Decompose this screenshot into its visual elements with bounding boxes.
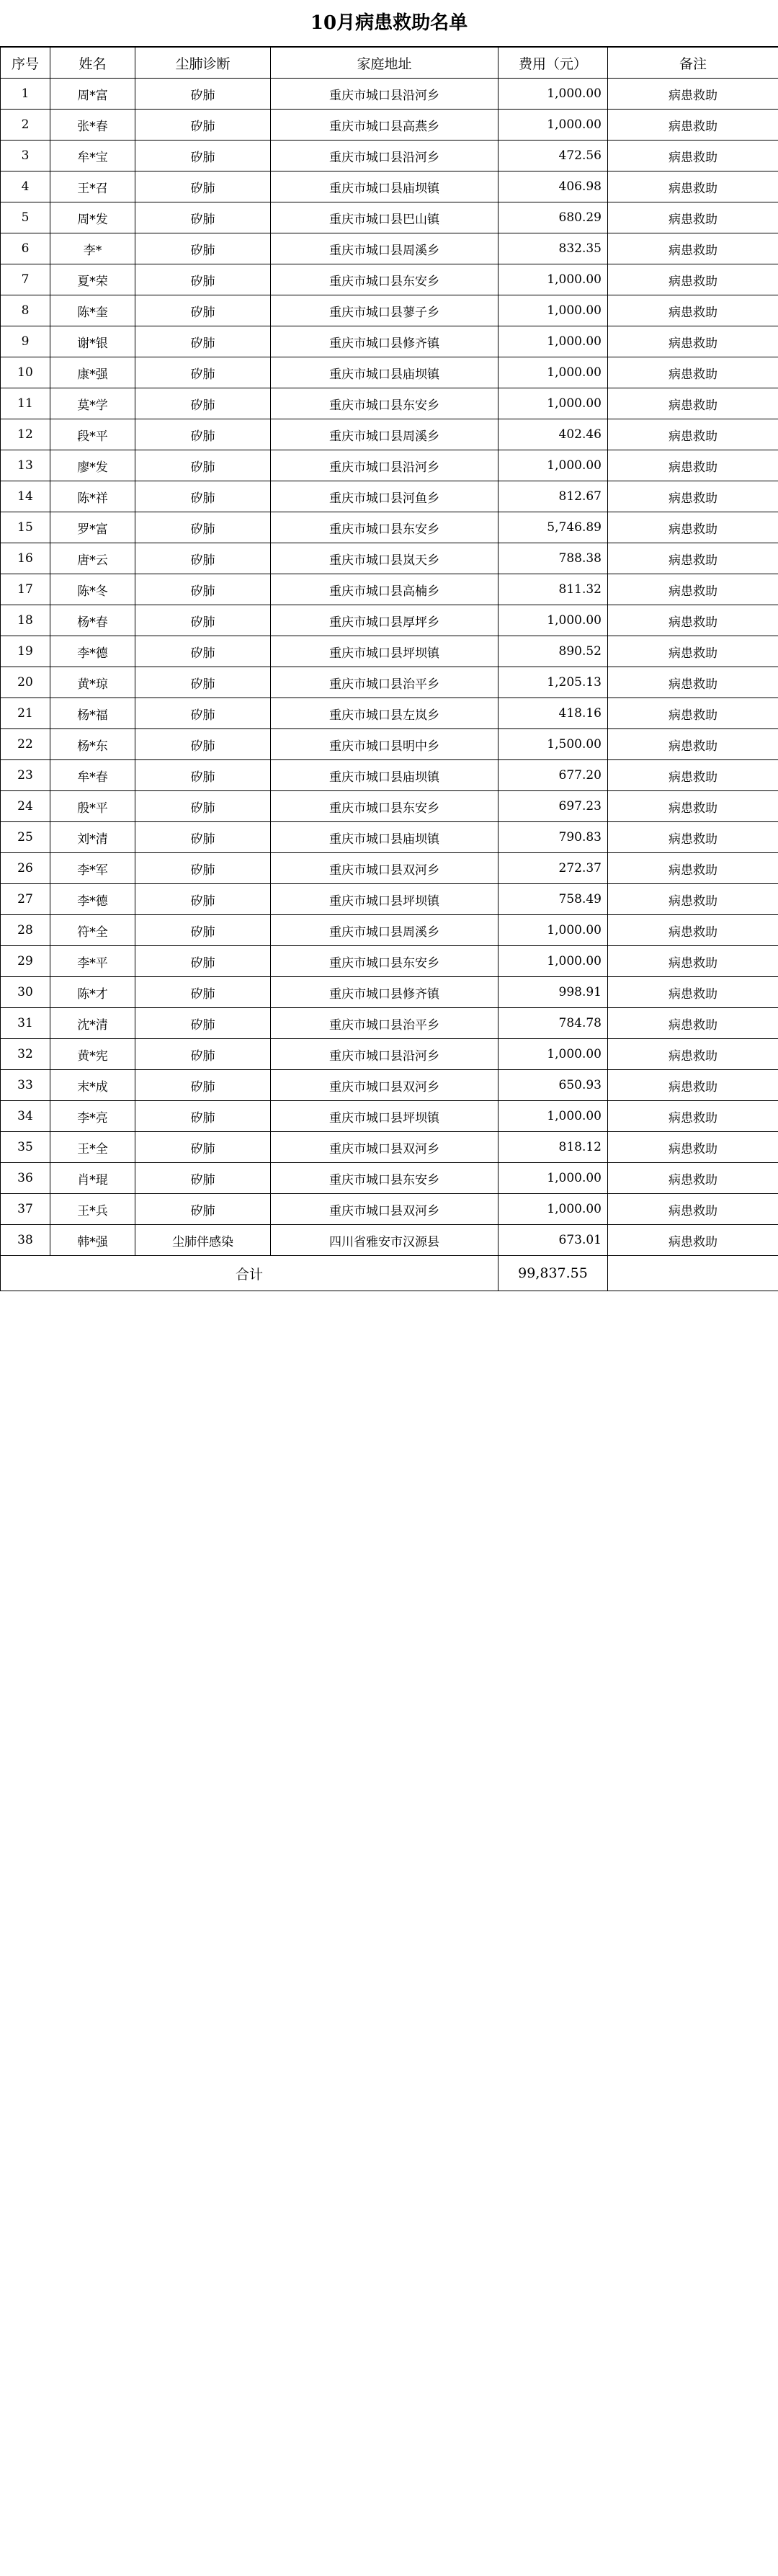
cell-name: 王*召 [50,171,135,202]
cell-note: 病患救助 [608,512,778,543]
cell-diagnosis: 矽肺 [135,481,271,512]
cell-index: 12 [1,419,50,450]
table-row [1,233,778,264]
cell-address: 重庆市城口县庙坝镇 [271,760,498,791]
sheet-title: 10月病患救助名单 [0,0,778,47]
table-body [1,79,778,1256]
table-row [1,1163,778,1194]
cell-amount: 1,000.00 [498,264,608,295]
cell-note: 病患救助 [608,202,778,233]
cell-diagnosis: 矽肺 [135,1163,271,1194]
cell-diagnosis: 矽肺 [135,1101,271,1132]
cell-address: 重庆市城口县修齐镇 [271,326,498,357]
cell-amount: 1,000.00 [498,605,608,636]
cell-name: 罗*富 [50,512,135,543]
cell-index: 6 [1,233,50,264]
cell-diagnosis: 矽肺 [135,326,271,357]
cell-note: 病患救助 [608,1101,778,1132]
table-row [1,884,778,915]
cell-amount: 758.49 [498,884,608,915]
cell-address: 重庆市城口县修齐镇 [271,977,498,1008]
cell-name: 韩*强 [50,1225,135,1256]
table-row [1,822,778,853]
table-row [1,853,778,884]
cell-amount: 788.38 [498,543,608,574]
cell-address: 重庆市城口县双河乡 [271,853,498,884]
table-row [1,791,778,822]
table-row [1,202,778,233]
cell-note: 病患救助 [608,357,778,388]
header-address: 家庭地址 [271,48,498,79]
cell-amount: 1,500.00 [498,729,608,760]
cell-index: 19 [1,636,50,667]
cell-name: 王*全 [50,1132,135,1163]
cell-diagnosis: 矽肺 [135,636,271,667]
cell-address: 重庆市城口县沿河乡 [271,141,498,171]
cell-name: 刘*清 [50,822,135,853]
total-label: 合计 [1,1256,498,1291]
table-row [1,1008,778,1039]
cell-amount: 697.23 [498,791,608,822]
cell-amount: 1,000.00 [498,1163,608,1194]
cell-diagnosis: 矽肺 [135,1039,271,1070]
cell-address: 重庆市城口县厚坪乡 [271,605,498,636]
cell-address: 重庆市城口县高楠乡 [271,574,498,605]
cell-diagnosis: 矽肺 [135,357,271,388]
cell-address: 重庆市城口县高燕乡 [271,110,498,141]
cell-name: 黄*宪 [50,1039,135,1070]
cell-diagnosis: 矽肺 [135,79,271,110]
table-row [1,450,778,481]
cell-index: 2 [1,110,50,141]
cell-index: 17 [1,574,50,605]
cell-amount: 1,000.00 [498,388,608,419]
cell-diagnosis: 矽肺 [135,667,271,698]
table-row [1,110,778,141]
table-row [1,1225,778,1256]
cell-amount: 812.67 [498,481,608,512]
cell-amount: 1,000.00 [498,450,608,481]
cell-name: 周*发 [50,202,135,233]
cell-name: 周*富 [50,79,135,110]
cell-amount: 784.78 [498,1008,608,1039]
cell-address: 重庆市城口县治平乡 [271,667,498,698]
cell-address: 重庆市城口县双河乡 [271,1132,498,1163]
cell-index: 10 [1,357,50,388]
header-name: 姓名 [50,48,135,79]
cell-diagnosis: 矽肺 [135,822,271,853]
cell-note: 病患救助 [608,605,778,636]
cell-amount: 998.91 [498,977,608,1008]
cell-diagnosis: 矽肺 [135,946,271,977]
header-note: 备注 [608,48,778,79]
relief-table [0,47,778,1291]
cell-note: 病患救助 [608,264,778,295]
cell-note: 病患救助 [608,388,778,419]
cell-address: 重庆市城口县周溪乡 [271,915,498,946]
cell-note: 病患救助 [608,419,778,450]
table-row [1,574,778,605]
table-row [1,1070,778,1101]
cell-name: 陈*奎 [50,295,135,326]
cell-index: 8 [1,295,50,326]
cell-name: 牟*宝 [50,141,135,171]
cell-address: 重庆市城口县沿河乡 [271,1039,498,1070]
table-row [1,141,778,171]
cell-address: 重庆市城口县双河乡 [271,1070,498,1101]
cell-note: 病患救助 [608,853,778,884]
cell-note: 病患救助 [608,760,778,791]
cell-diagnosis: 矽肺 [135,853,271,884]
cell-address: 重庆市城口县东安乡 [271,946,498,977]
cell-note: 病患救助 [608,636,778,667]
cell-index: 33 [1,1070,50,1101]
cell-note: 病患救助 [608,791,778,822]
cell-index: 28 [1,915,50,946]
cell-name: 陈*冬 [50,574,135,605]
cell-amount: 677.20 [498,760,608,791]
table-row [1,357,778,388]
cell-name: 廖*发 [50,450,135,481]
cell-name: 李*德 [50,636,135,667]
cell-note: 病患救助 [608,884,778,915]
cell-name: 谢*银 [50,326,135,357]
cell-address: 重庆市城口县坪坝镇 [271,1101,498,1132]
table-row [1,636,778,667]
cell-diagnosis: 矽肺 [135,264,271,295]
cell-diagnosis: 矽肺 [135,1194,271,1225]
cell-name: 李*平 [50,946,135,977]
table-row [1,543,778,574]
cell-diagnosis: 矽肺 [135,543,271,574]
cell-index: 31 [1,1008,50,1039]
cell-name: 符*全 [50,915,135,946]
cell-note: 病患救助 [608,1008,778,1039]
cell-index: 18 [1,605,50,636]
cell-address: 重庆市城口县坪坝镇 [271,884,498,915]
cell-address: 重庆市城口县东安乡 [271,512,498,543]
cell-index: 4 [1,171,50,202]
header-row [1,48,778,79]
cell-name: 李*德 [50,884,135,915]
cell-diagnosis: 矽肺 [135,605,271,636]
cell-index: 30 [1,977,50,1008]
cell-note: 病患救助 [608,543,778,574]
cell-amount: 818.12 [498,1132,608,1163]
cell-diagnosis: 矽肺 [135,419,271,450]
header-amount: 费用（元） [498,48,608,79]
cell-address: 重庆市城口县左岚乡 [271,698,498,729]
cell-note: 病患救助 [608,233,778,264]
cell-index: 15 [1,512,50,543]
cell-amount: 1,000.00 [498,295,608,326]
cell-name: 陈*才 [50,977,135,1008]
cell-index: 38 [1,1225,50,1256]
cell-index: 1 [1,79,50,110]
cell-amount: 790.83 [498,822,608,853]
cell-amount: 1,000.00 [498,1039,608,1070]
cell-name: 唐*云 [50,543,135,574]
cell-address: 重庆市城口县周溪乡 [271,419,498,450]
cell-index: 23 [1,760,50,791]
cell-index: 37 [1,1194,50,1225]
cell-name: 肖*琨 [50,1163,135,1194]
cell-note: 病患救助 [608,1070,778,1101]
cell-name: 牟*春 [50,760,135,791]
cell-note: 病患救助 [608,481,778,512]
cell-index: 9 [1,326,50,357]
cell-diagnosis: 矽肺 [135,202,271,233]
cell-index: 36 [1,1163,50,1194]
cell-diagnosis: 矽肺 [135,171,271,202]
table-row [1,1194,778,1225]
cell-address: 重庆市城口县双河乡 [271,1194,498,1225]
table-row [1,760,778,791]
cell-diagnosis: 矽肺 [135,512,271,543]
cell-name: 张*春 [50,110,135,141]
cell-name: 王*兵 [50,1194,135,1225]
table-row [1,512,778,543]
cell-name: 沈*清 [50,1008,135,1039]
total-note [608,1256,778,1291]
cell-note: 病患救助 [608,822,778,853]
cell-address: 重庆市城口县沿河乡 [271,79,498,110]
cell-name: 杨*春 [50,605,135,636]
cell-index: 26 [1,853,50,884]
cell-address: 重庆市城口县东安乡 [271,264,498,295]
cell-diagnosis: 矽肺 [135,977,271,1008]
cell-index: 14 [1,481,50,512]
cell-index: 21 [1,698,50,729]
cell-diagnosis: 矽肺 [135,141,271,171]
cell-diagnosis: 矽肺 [135,915,271,946]
cell-diagnosis: 矽肺 [135,1132,271,1163]
cell-name: 夏*荣 [50,264,135,295]
table-row [1,388,778,419]
total-amount: 99,837.55 [498,1256,608,1291]
cell-note: 病患救助 [608,1132,778,1163]
cell-note: 病患救助 [608,110,778,141]
cell-amount: 418.16 [498,698,608,729]
cell-note: 病患救助 [608,1194,778,1225]
table-row [1,915,778,946]
cell-name: 康*强 [50,357,135,388]
cell-diagnosis: 矽肺 [135,791,271,822]
cell-note: 病患救助 [608,946,778,977]
cell-note: 病患救助 [608,450,778,481]
cell-index: 20 [1,667,50,698]
cell-name: 杨*东 [50,729,135,760]
cell-amount: 811.32 [498,574,608,605]
cell-amount: 832.35 [498,233,608,264]
cell-amount: 406.98 [498,171,608,202]
table-row [1,698,778,729]
cell-diagnosis: 矽肺 [135,388,271,419]
cell-note: 病患救助 [608,141,778,171]
cell-name: 李* [50,233,135,264]
cell-amount: 1,000.00 [498,1194,608,1225]
header-index: 序号 [1,48,50,79]
cell-diagnosis: 尘肺伴感染 [135,1225,271,1256]
cell-note: 病患救助 [608,1225,778,1256]
cell-address: 重庆市城口县坪坝镇 [271,636,498,667]
cell-diagnosis: 矽肺 [135,574,271,605]
cell-diagnosis: 矽肺 [135,110,271,141]
cell-index: 5 [1,202,50,233]
cell-name: 李*军 [50,853,135,884]
cell-index: 11 [1,388,50,419]
cell-amount: 680.29 [498,202,608,233]
cell-name: 殷*平 [50,791,135,822]
cell-index: 13 [1,450,50,481]
cell-diagnosis: 矽肺 [135,729,271,760]
cell-amount: 272.37 [498,853,608,884]
cell-note: 病患救助 [608,295,778,326]
cell-amount: 1,000.00 [498,79,608,110]
cell-amount: 5,746.89 [498,512,608,543]
cell-note: 病患救助 [608,1163,778,1194]
cell-note: 病患救助 [608,667,778,698]
cell-address: 四川省雅安市汉源县 [271,1225,498,1256]
cell-note: 病患救助 [608,326,778,357]
cell-index: 16 [1,543,50,574]
cell-note: 病患救助 [608,171,778,202]
cell-amount: 1,205.13 [498,667,608,698]
cell-amount: 650.93 [498,1070,608,1101]
table-row [1,1101,778,1132]
cell-address: 重庆市城口县庙坝镇 [271,357,498,388]
cell-amount: 1,000.00 [498,915,608,946]
cell-index: 7 [1,264,50,295]
cell-amount: 1,000.00 [498,326,608,357]
cell-name: 李*亮 [50,1101,135,1132]
cell-diagnosis: 矽肺 [135,450,271,481]
table-row [1,667,778,698]
cell-name: 莫*学 [50,388,135,419]
cell-name: 陈*祥 [50,481,135,512]
cell-amount: 1,000.00 [498,946,608,977]
cell-diagnosis: 矽肺 [135,1008,271,1039]
cell-index: 22 [1,729,50,760]
table-row [1,79,778,110]
table-row [1,419,778,450]
cell-diagnosis: 矽肺 [135,698,271,729]
cell-index: 34 [1,1101,50,1132]
cell-name: 末*成 [50,1070,135,1101]
table-row [1,171,778,202]
table-row [1,1039,778,1070]
cell-amount: 1,000.00 [498,110,608,141]
table-row [1,481,778,512]
cell-address: 重庆市城口县明中乡 [271,729,498,760]
cell-index: 29 [1,946,50,977]
cell-address: 重庆市城口县周溪乡 [271,233,498,264]
cell-note: 病患救助 [608,1039,778,1070]
table-row [1,1132,778,1163]
table-row [1,326,778,357]
table-row [1,264,778,295]
cell-note: 病患救助 [608,729,778,760]
cell-amount: 402.46 [498,419,608,450]
cell-address: 重庆市城口县东安乡 [271,388,498,419]
table-row [1,977,778,1008]
cell-amount: 673.01 [498,1225,608,1256]
table-row [1,295,778,326]
cell-diagnosis: 矽肺 [135,295,271,326]
cell-amount: 1,000.00 [498,357,608,388]
cell-address: 重庆市城口县东安乡 [271,791,498,822]
table-row [1,605,778,636]
cell-amount: 472.56 [498,141,608,171]
cell-name: 段*平 [50,419,135,450]
cell-address: 重庆市城口县庙坝镇 [271,822,498,853]
cell-note: 病患救助 [608,915,778,946]
cell-note: 病患救助 [608,79,778,110]
cell-index: 24 [1,791,50,822]
cell-address: 重庆市城口县蓼子乡 [271,295,498,326]
cell-name: 杨*福 [50,698,135,729]
cell-diagnosis: 矽肺 [135,760,271,791]
table-row [1,946,778,977]
cell-address: 重庆市城口县治平乡 [271,1008,498,1039]
cell-index: 25 [1,822,50,853]
cell-address: 重庆市城口县沿河乡 [271,450,498,481]
cell-amount: 1,000.00 [498,1101,608,1132]
cell-name: 黄*琼 [50,667,135,698]
cell-note: 病患救助 [608,698,778,729]
cell-index: 3 [1,141,50,171]
cell-index: 27 [1,884,50,915]
cell-diagnosis: 矽肺 [135,884,271,915]
cell-amount: 890.52 [498,636,608,667]
cell-note: 病患救助 [608,977,778,1008]
header-diagnosis: 尘肺诊断 [135,48,271,79]
cell-diagnosis: 矽肺 [135,233,271,264]
cell-address: 重庆市城口县河鱼乡 [271,481,498,512]
cell-index: 32 [1,1039,50,1070]
table-row [1,729,778,760]
total-row [1,1256,778,1291]
cell-address: 重庆市城口县庙坝镇 [271,171,498,202]
cell-diagnosis: 矽肺 [135,1070,271,1101]
cell-note: 病患救助 [608,574,778,605]
cell-index: 35 [1,1132,50,1163]
cell-address: 重庆市城口县东安乡 [271,1163,498,1194]
cell-address: 重庆市城口县巴山镇 [271,202,498,233]
cell-address: 重庆市城口县岚天乡 [271,543,498,574]
